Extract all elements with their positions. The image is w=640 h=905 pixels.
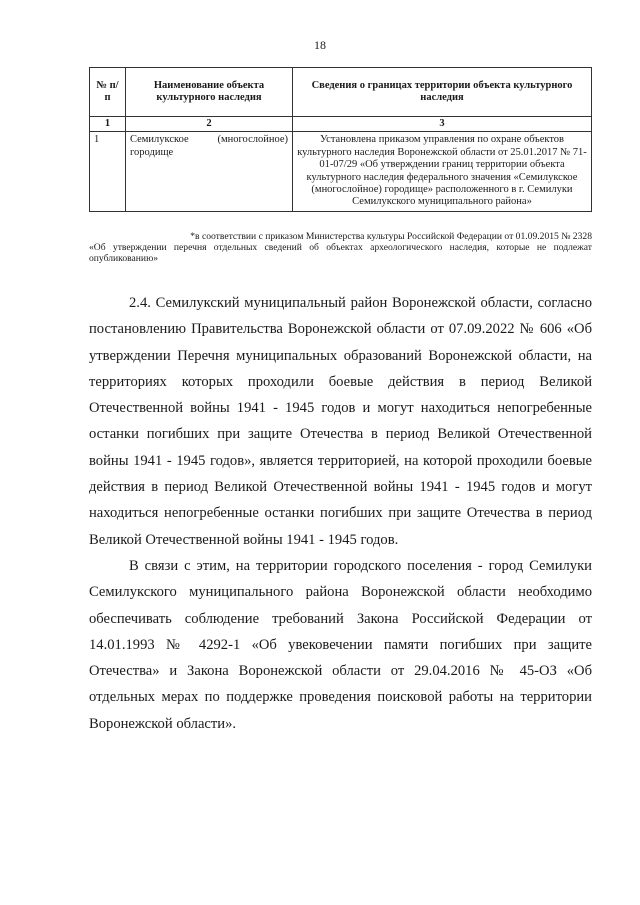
footnote-line-1: *в соответствии с приказом Министерства культуры Российской Федерации от 01.09.2015 № 2328 bbox=[190, 231, 592, 242]
row-object-name: Семилукское (многослойное) городище bbox=[126, 132, 293, 211]
paragraph-2-4: 2.4. Семилукский муниципальный район Воронежской области, согласно постановлению Правительства Воронежской области от 07.09.2022 № 606 «Об утверждении Перечня муниципальных образований Воронежской области, на территориях которых проходили боевые действия в период Великой Отечественной войны 1941 - 1945 годов и могут находиться непогребенные останки погибших при защите Отечества в период Великой Отечественной войны 1941 - 1945 годов», является территорией, на которой проходили боевые действия в период Великой Отечественной войны 1941 - 1945 годов и могут находиться непогребенные останки погибших при защите Отечества в период Великой Отечественной войны 1941 - 1945 годов. bbox=[89, 295, 592, 548]
table-row bbox=[90, 132, 592, 211]
column-number-3: 3 bbox=[293, 117, 592, 132]
row-number: 1 bbox=[90, 132, 126, 211]
header-number: № п/п bbox=[90, 68, 126, 117]
header-object-name: Наименование объекта культурного наследия bbox=[126, 68, 293, 117]
table-header-row bbox=[90, 68, 592, 117]
table-column-numbers-row bbox=[90, 117, 592, 132]
page-number: 18 bbox=[314, 38, 326, 52]
heritage-table bbox=[89, 67, 592, 212]
column-number-1: 1 bbox=[90, 117, 126, 132]
column-number-2: 2 bbox=[126, 117, 293, 132]
header-boundaries: Сведения о границах территории объекта культурного наследия bbox=[293, 68, 592, 117]
footnote-line-rest: «Об утверждении перечня отдельных сведений об объектах археологического наследия, которые не подлежат опубликованию» bbox=[89, 242, 592, 264]
row-boundaries-info: Установлена приказом управления по охране объектов культурного наследия Воронежской области от 25.01.2017 № 71-01-07/29 «Об утверждении границ территории объекта культурного наследия федерального значения «Семилукское (многослойное) городище» расположенного в г. Семилуки Семилукского муниципального района» bbox=[293, 132, 592, 211]
paragraph-consequence: В связи с этим, на территории городского поселения - город Семилуки Семилукского муниципального района Воронежской области необходимо обеспечивать соблюдение требований Закона Российской Федерации от 14.01.1993 № 4292-1 «Об увековечении памяти погибших при защите Отечества» и Закона Воронежской области от 29.04.2016 № 45-ОЗ «Об отдельных мерах по поддержке проведения поисковой работы на территории Воронежской области». bbox=[89, 557, 592, 732]
table-footnote bbox=[89, 231, 592, 264]
body-text bbox=[89, 290, 592, 737]
